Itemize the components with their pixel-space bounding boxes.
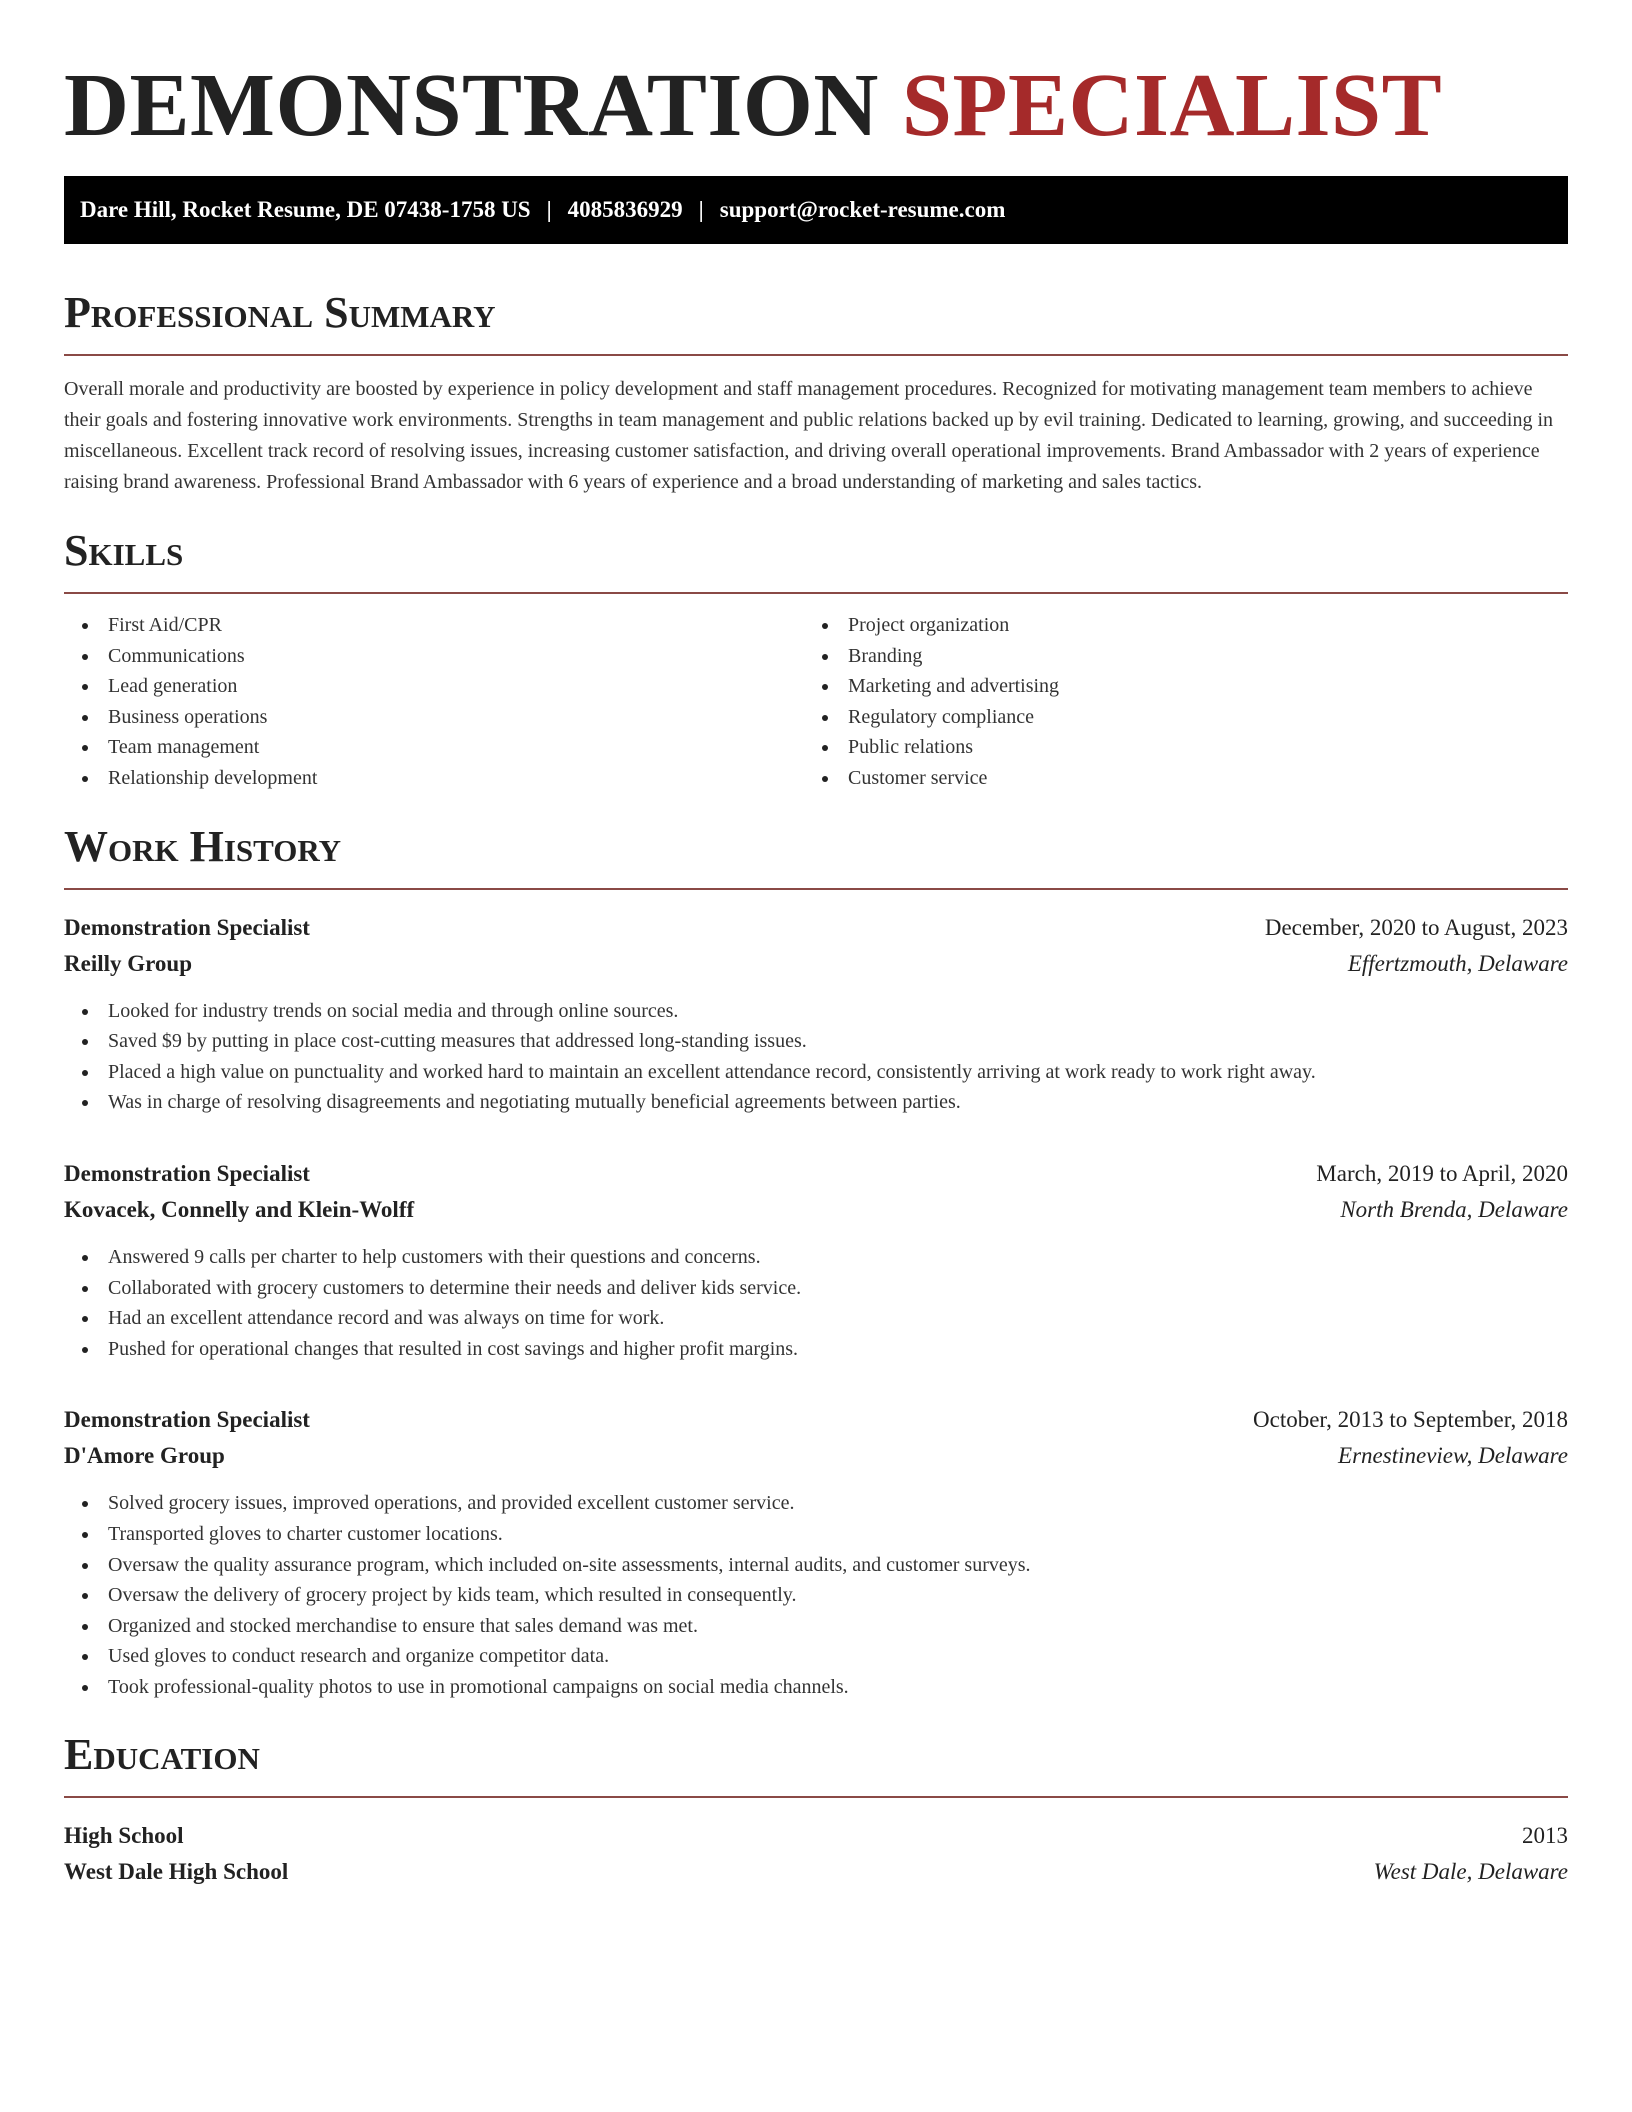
job-entry — [64, 1402, 1568, 1702]
work-history-section — [64, 822, 1568, 1703]
job-company: D'Amore Group — [64, 1443, 225, 1469]
job-location: North Brenda, Delaware — [1340, 1196, 1568, 1222]
duty-item: Took professional-quality photos to use in promotional campaigns on social media channels. — [64, 1672, 1568, 1703]
job-title: Demonstration Specialist — [64, 1160, 310, 1186]
title-part-accent: SPECIALIST — [901, 56, 1443, 155]
section-divider — [64, 1796, 1568, 1798]
duty-item: Used gloves to conduct research and organize competitor data. — [64, 1641, 1568, 1672]
job-entry — [64, 1156, 1568, 1364]
duty-item: Oversaw the delivery of grocery project by kids team, which resulted in consequently. — [64, 1580, 1568, 1611]
job-dates: October, 2013 to September, 2018 — [1253, 1407, 1568, 1433]
resume-title — [64, 56, 1568, 156]
education-degree: High School — [64, 1823, 184, 1849]
education-degree-row — [64, 1818, 1568, 1854]
education-location: West Dale, Delaware — [1373, 1859, 1568, 1885]
skill-item: Business operations — [64, 702, 804, 733]
contact-phone: 4085836929 — [567, 197, 683, 222]
education-school-row — [64, 1854, 1568, 1890]
skills-heading: Skills — [64, 526, 184, 575]
skills-column-right — [804, 610, 1544, 794]
job-dates: March, 2019 to April, 2020 — [1316, 1160, 1568, 1186]
contact-separator: | — [698, 197, 704, 222]
contact-separator: | — [546, 197, 552, 222]
job-company: Kovacek, Connelly and Klein-Wolff — [64, 1196, 415, 1222]
job-title: Demonstration Specialist — [64, 914, 310, 940]
skill-item: Relationship development — [64, 763, 804, 794]
job-duties — [64, 1488, 1568, 1702]
education-school: West Dale High School — [64, 1859, 289, 1885]
skill-item: Customer service — [804, 763, 1544, 794]
job-duties — [64, 1242, 1568, 1364]
job-title-row — [64, 1402, 1568, 1438]
section-divider — [64, 592, 1568, 594]
skills-section — [64, 526, 1568, 794]
skill-item: Lead generation — [64, 671, 804, 702]
skill-item: Project organization — [804, 610, 1544, 641]
skill-item: First Aid/CPR — [64, 610, 804, 641]
summary-heading: Professional Summary — [64, 288, 496, 337]
contact-bar — [64, 176, 1568, 244]
duty-item: Pushed for operational changes that resulted in cost savings and higher profit margins. — [64, 1334, 1568, 1365]
skill-item: Marketing and advertising — [804, 671, 1544, 702]
skills-column-left — [64, 610, 804, 794]
duty-item: Had an excellent attendance record and was always on time for work. — [64, 1303, 1568, 1334]
skill-item: Branding — [804, 641, 1544, 672]
education-section — [64, 1730, 1568, 1890]
duty-item: Organized and stocked merchandise to ensure that sales demand was met. — [64, 1611, 1568, 1642]
job-company-row — [64, 1438, 1568, 1474]
contact-address: Dare Hill, Rocket Resume, DE 07438-1758 US — [80, 197, 531, 222]
duty-item: Collaborated with grocery customers to determine their needs and deliver kids service. — [64, 1273, 1568, 1304]
skill-item: Regulatory compliance — [804, 702, 1544, 733]
summary-text: Overall morale and productivity are boosted by experience in policy development and staff management procedures. Recognized for motivating management team members to achieve their goals and fostering innovative work environments. Strengths in team management and public relations backed up by evil training. Dedicated to learning, growing, and succeeding in miscellaneous. Excellent track record of resolving issues, increasing customer satisfaction, and driving overall operational improvements. Brand Ambassador with 2 years of experience raising brand awareness. Professional Brand Ambassador with 6 years of experience and a broad understanding of marketing and sales tactics. — [64, 378, 1554, 493]
skill-item: Public relations — [804, 732, 1544, 763]
duty-item: Oversaw the quality assurance program, which included on-site assessments, internal audits, and customer surveys. — [64, 1550, 1568, 1581]
duty-item: Solved grocery issues, improved operations, and provided excellent customer service. — [64, 1488, 1568, 1519]
job-company: Reilly Group — [64, 950, 193, 976]
title-part-primary: DEMONSTRATION — [64, 56, 879, 155]
summary-section — [64, 288, 1568, 498]
duty-item: Was in charge of resolving disagreements and negotiating mutually beneficial agreements between parties. — [64, 1087, 1568, 1118]
job-location: Ernestineview, Delaware — [1338, 1443, 1568, 1469]
duty-item: Transported gloves to charter customer locations. — [64, 1519, 1568, 1550]
education-year: 2013 — [1522, 1823, 1568, 1849]
job-title-row — [64, 910, 1568, 946]
education-heading: Education — [64, 1730, 260, 1780]
job-company-row — [64, 1192, 1568, 1228]
duty-item: Looked for industry trends on social media and through online sources. — [64, 996, 1568, 1027]
section-divider — [64, 888, 1568, 890]
contact-email: support@rocket-resume.com — [719, 197, 1006, 222]
job-title: Demonstration Specialist — [64, 1407, 310, 1433]
section-divider — [64, 354, 1568, 356]
job-dates: December, 2020 to August, 2023 — [1264, 914, 1568, 940]
education-entry — [64, 1818, 1568, 1890]
skill-item: Team management — [64, 732, 804, 763]
duty-item: Answered 9 calls per charter to help customers with their questions and concerns. — [64, 1242, 1568, 1273]
job-title-row — [64, 1156, 1568, 1192]
skills-grid — [64, 610, 1568, 794]
duty-item: Placed a high value on punctuality and worked hard to maintain an excellent attendance record, consistently arriving at work ready to work right away. — [64, 1057, 1568, 1088]
job-duties — [64, 996, 1568, 1118]
job-location: Effertzmouth, Delaware — [1347, 950, 1568, 976]
skill-item: Communications — [64, 641, 804, 672]
job-entry — [64, 910, 1568, 1118]
job-company-row — [64, 946, 1568, 982]
work-history-heading: Work History — [64, 821, 342, 871]
duty-item: Saved $9 by putting in place cost-cutting measures that addressed long-standing issues. — [64, 1026, 1568, 1057]
